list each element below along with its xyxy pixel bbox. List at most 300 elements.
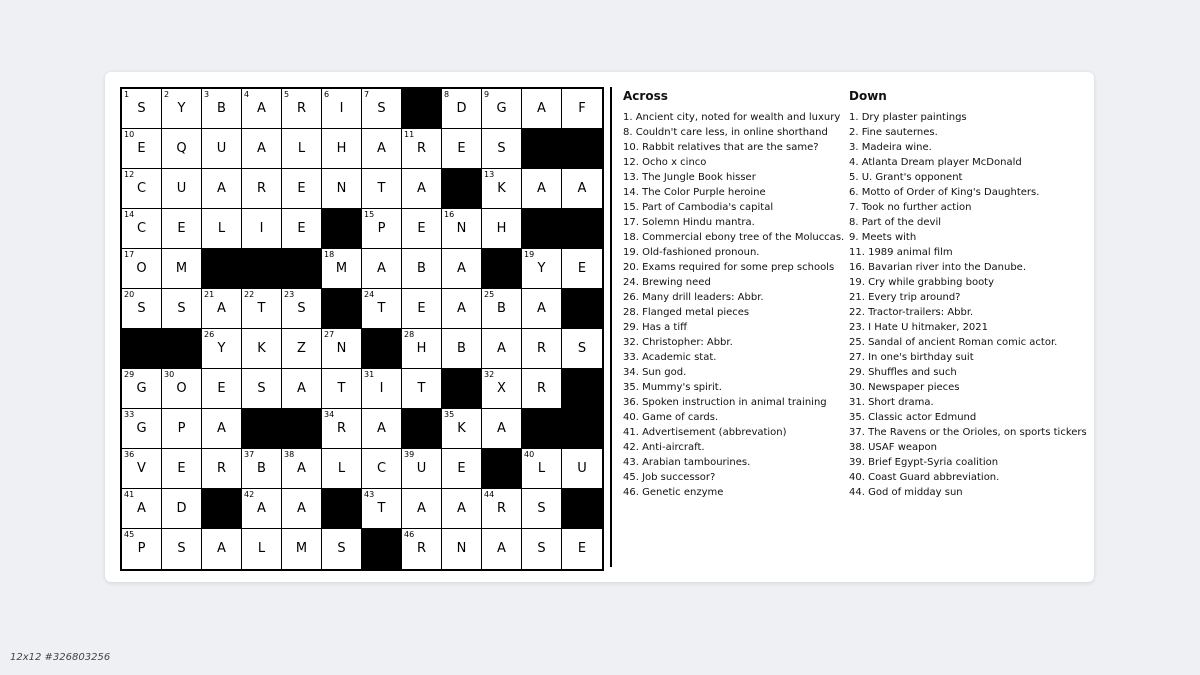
down-clue[interactable]: 44. God of midday sun [849,487,963,498]
across-clue[interactable]: 24. Brewing need [623,277,711,288]
grid-cell[interactable] [202,329,242,369]
block-cell [562,209,602,249]
clue-number: 15 [364,210,375,219]
grid-cell[interactable] [242,529,282,569]
cell-letter: A [217,181,226,196]
grid-cell[interactable] [162,289,202,329]
cell-letter: O [136,261,147,276]
down-clue[interactable]: 3. Madeira wine. [849,142,932,153]
down-clue-list [849,110,1089,500]
clue-number: 9 [484,90,490,99]
grid-cell[interactable] [322,409,362,449]
block-cell [522,129,562,169]
cell-letter: A [297,461,306,476]
grid-cell[interactable] [202,89,242,129]
block-cell [322,209,362,249]
grid-cell[interactable] [122,209,162,249]
grid-cell[interactable] [362,89,402,129]
grid-cell[interactable] [242,329,282,369]
across-clue[interactable]: 35. Mummy's spirit. [623,382,722,393]
grid-cell[interactable] [362,249,402,289]
grid-cell[interactable] [562,449,602,489]
puzzle-card [105,72,1094,582]
cell-letter: D [456,101,467,116]
across-clue[interactable]: 42. Anti-aircraft. [623,442,705,453]
grid-cell[interactable] [402,169,442,209]
across-clue[interactable]: 36. Spoken instruction in animal training [623,397,827,408]
down-clue[interactable]: 22. Tractor-trailers: Abbr. [849,307,974,318]
grid-cell[interactable] [362,289,402,329]
grid-cell[interactable] [242,169,282,209]
down-clue[interactable]: 5. U. Grant's opponent [849,172,963,183]
cell-letter: R [216,461,227,476]
cell-letter: A [457,501,466,516]
grid-cell[interactable] [122,529,162,569]
grid-cell[interactable] [162,169,202,209]
cell-letter: A [457,261,466,276]
grid-cell[interactable] [202,169,242,209]
across-clue[interactable]: 10. Rabbit relatives that are the same? [623,142,819,153]
block-cell [362,529,402,569]
grid-cell[interactable] [402,249,442,289]
clue-number: 16 [444,210,455,219]
down-clue[interactable]: 19. Cry while grabbing booty [849,277,995,288]
grid-cell[interactable] [442,89,482,129]
grid-cell[interactable] [522,89,562,129]
grid-cell[interactable] [202,289,242,329]
clue-number: 3 [204,90,210,99]
block-cell [362,329,402,369]
grid-cell[interactable] [482,369,522,409]
cell-letter: I [339,101,344,116]
clue-number: 31 [364,370,375,379]
cell-letter: E [457,461,466,476]
across-clue[interactable]: 20. Exams required for some prep schools [623,262,835,273]
down-clue[interactable]: 8. Part of the devil [849,217,942,228]
grid-cell[interactable] [522,369,562,409]
cell-letter: E [417,221,426,236]
down-clues-panel [849,88,1089,500]
grid-cell[interactable] [442,409,482,449]
grid-cell[interactable] [162,369,202,409]
cell-letter: S [537,541,546,556]
clue-number: 44 [484,490,495,499]
grid-cell[interactable] [242,289,282,329]
clue-number: 12 [124,170,135,179]
clue-number: 10 [124,130,135,139]
block-cell [242,249,282,289]
grid-cell[interactable] [362,409,402,449]
cell-letter: B [457,341,466,356]
block-cell [202,489,242,529]
grid-cell[interactable] [202,449,242,489]
clue-number: 1 [124,90,130,99]
cell-letter: T [417,381,426,396]
grid-cell[interactable] [522,449,562,489]
grid-cell[interactable] [522,169,562,209]
block-cell [482,249,522,289]
down-heading: Down [849,89,887,103]
down-clue[interactable]: 6. Motto of Order of King's Daughters. [849,187,1040,198]
clue-number: 28 [404,330,415,339]
grid-cell[interactable] [402,489,442,529]
cell-letter: B [257,461,266,476]
cell-letter: X [497,381,506,396]
grid-cell[interactable] [122,249,162,289]
clue-number: 25 [484,290,495,299]
grid-cell[interactable] [482,209,522,249]
cell-letter: G [136,421,147,436]
grid-cell[interactable] [522,489,562,529]
grid-cell[interactable] [122,489,162,529]
down-clue[interactable]: 4. Atlanta Dream player McDonald [849,157,1022,168]
grid-cell[interactable] [202,369,242,409]
cell-letter: S [257,381,266,396]
block-cell [322,289,362,329]
grid-cell[interactable] [242,489,282,529]
cell-letter: B [497,301,506,316]
across-clue[interactable]: 34. Sun god. [623,367,687,378]
down-clue[interactable]: 9. Meets with [849,232,917,243]
down-clue[interactable]: 23. I Hate U hitmaker, 2021 [849,322,989,333]
grid-cell[interactable] [202,129,242,169]
grid-cell[interactable] [322,449,362,489]
block-cell [202,249,242,289]
grid-cell[interactable] [282,209,322,249]
across-clue[interactable]: 17. Solemn Hindu mantra. [623,217,755,228]
cell-letter: C [136,181,147,196]
grid-cell[interactable] [202,209,242,249]
cell-letter: E [137,141,146,156]
grid-cell[interactable] [482,129,522,169]
cell-letter: R [256,181,267,196]
cell-letter: U [416,461,427,476]
cell-letter: E [457,141,466,156]
across-clue[interactable]: 26. Many drill leaders: Abbr. [623,292,764,303]
cell-letter: L [257,541,266,556]
down-clue[interactable]: 11. 1989 animal film [849,247,953,258]
cell-letter: P [137,541,146,556]
cell-letter: E [297,221,306,236]
cell-letter: A [497,421,506,436]
cell-letter: A [497,541,506,556]
cell-letter: R [536,341,547,356]
clue-number: 46 [404,530,415,539]
cell-letter: U [577,461,587,476]
block-cell [562,409,602,449]
grid-cell[interactable] [162,89,202,129]
clue-number: 41 [124,490,135,499]
across-clue[interactable]: 46. Genetic enzyme [623,487,724,498]
block-cell [122,329,162,369]
clue-number: 38 [284,450,295,459]
across-clue[interactable]: 33. Academic stat. [623,352,717,363]
down-clue[interactable]: 35. Classic actor Edmund [849,412,977,423]
clue-number: 37 [244,450,255,459]
grid-cell[interactable] [122,289,162,329]
grid-cell[interactable] [562,89,602,129]
block-cell [242,409,282,449]
grid-cell[interactable] [322,329,362,369]
grid-cell[interactable] [482,329,522,369]
grid-cell[interactable] [322,369,362,409]
grid-cell[interactable] [242,209,282,249]
grid-cell[interactable] [402,289,442,329]
grid-cell[interactable] [442,489,482,529]
clue-number: 26 [204,330,215,339]
cell-letter: T [377,301,386,316]
cell-letter: S [577,341,587,356]
grid-cell[interactable] [162,129,202,169]
cell-letter: A [217,541,226,556]
cell-letter: A [377,261,386,276]
grid-cell[interactable] [482,89,522,129]
down-clue[interactable]: 2. Fine sauternes. [849,127,938,138]
cell-letter: H [496,221,507,236]
across-clue[interactable]: 14. The Color Purple heroine [623,187,766,198]
grid-cell[interactable] [282,129,322,169]
grid-cell[interactable] [242,129,282,169]
down-clue[interactable]: 30. Newspaper pieces [849,382,960,393]
clue-number: 5 [284,90,290,99]
down-clue[interactable]: 29. Shuffles and such [849,367,957,378]
cell-letter: A [217,421,226,436]
clue-number: 24 [364,290,375,299]
across-clue[interactable]: 29. Has a tiff [623,322,688,333]
grid-cell[interactable] [322,89,362,129]
grid-cell[interactable] [322,529,362,569]
grid-cell[interactable] [362,449,402,489]
grid-cell[interactable] [362,169,402,209]
cell-letter: B [217,101,226,116]
grid-cell[interactable] [442,249,482,289]
grid-cell[interactable] [482,169,522,209]
grid-cell[interactable] [482,529,522,569]
grid-cell[interactable] [402,369,442,409]
grid-cell[interactable] [282,169,322,209]
cell-letter: I [379,381,384,396]
block-cell [322,489,362,529]
grid-cell[interactable] [122,409,162,449]
cell-letter: S [137,101,146,116]
down-clue[interactable]: 37. The Ravens or the Orioles, on sports tickers [849,427,1087,438]
grid-clue-divider [610,87,612,567]
grid-cell[interactable] [322,249,362,289]
down-clue[interactable]: 16. Bavarian river into the Danube. [849,262,1027,273]
across-clue[interactable]: 43. Arabian tambourines. [623,457,751,468]
clue-number: 22 [244,290,255,299]
grid-cell[interactable] [522,289,562,329]
down-clue[interactable]: 21. Every trip around? [849,292,961,303]
grid-cell[interactable] [282,89,322,129]
grid-cell[interactable] [162,529,202,569]
grid-cell[interactable] [242,369,282,409]
grid-cell[interactable] [442,129,482,169]
cell-letter: A [257,141,266,156]
clue-number: 17 [124,250,135,259]
clue-number: 4 [244,90,250,99]
clue-number: 20 [124,290,135,299]
grid-cell[interactable] [402,209,442,249]
cell-letter: U [216,141,227,156]
grid-cell[interactable] [122,169,162,209]
cell-letter: A [577,181,587,196]
grid-cell[interactable] [522,249,562,289]
grid-cell[interactable] [562,249,602,289]
cell-letter: A [537,301,546,316]
down-clue[interactable]: 25. Sandal of ancient Roman comic actor. [849,337,1058,348]
grid-cell[interactable] [202,409,242,449]
cell-letter: T [377,181,386,196]
across-clue[interactable]: 13. The Jungle Book hisser [623,172,756,183]
grid-cell[interactable] [362,489,402,529]
grid-cell[interactable] [482,489,522,529]
grid-cell[interactable] [482,289,522,329]
grid-cell[interactable] [562,169,602,209]
grid-cell[interactable] [562,529,602,569]
grid-cell[interactable] [322,129,362,169]
grid-cell[interactable] [122,449,162,489]
grid-cell[interactable] [442,329,482,369]
cell-letter: F [578,101,586,116]
grid-cell[interactable] [282,289,322,329]
grid-cell[interactable] [162,489,202,529]
across-clue[interactable]: 32. Christopher: Abbr. [623,337,733,348]
cell-letter: A [377,141,386,156]
cell-letter: A [377,421,386,436]
cell-letter: A [537,181,546,196]
grid-cell[interactable] [442,449,482,489]
grid-cell[interactable] [402,129,442,169]
grid-cell[interactable] [162,209,202,249]
down-clue[interactable]: 7. Took no further action [849,202,972,213]
grid-cell[interactable] [442,289,482,329]
cell-letter: S [497,141,506,156]
cell-letter: K [497,181,506,196]
grid-cell[interactable] [322,169,362,209]
down-clue[interactable]: 40. Coast Guard abbreviation. [849,472,1000,483]
cell-letter: A [417,501,426,516]
across-clue[interactable]: 41. Advertisement (abbrevation) [623,427,787,438]
across-clue[interactable]: 28. Flanged metal pieces [623,307,750,318]
grid-cell[interactable] [242,449,282,489]
cell-letter: V [137,461,146,476]
down-clue[interactable]: 38. USAF weapon [849,442,937,453]
block-cell [402,409,442,449]
grid-cell[interactable] [282,369,322,409]
cell-letter: E [177,221,186,236]
clue-number: 42 [244,490,255,499]
grid-cell[interactable] [162,449,202,489]
grid-cell[interactable] [162,249,202,289]
grid-cell[interactable] [282,449,322,489]
across-heading: Across [623,89,668,103]
grid-cell[interactable] [482,409,522,449]
cell-letter: S [137,301,146,316]
grid-cell[interactable] [122,369,162,409]
across-clue[interactable]: 1. Ancient city, noted for wealth and luxury [623,112,841,123]
grid-cell[interactable] [402,449,442,489]
cell-letter: C [136,221,147,236]
across-clue[interactable]: 18. Commercial ebony tree of the Moluccas. [623,232,845,243]
cell-letter: Y [217,341,226,356]
cell-letter: A [137,501,146,516]
grid-cell[interactable] [282,529,322,569]
clue-number: 8 [444,90,450,99]
grid-cell[interactable] [162,409,202,449]
down-clue[interactable]: 27. In one's birthday suit [849,352,974,363]
cell-letter: N [336,181,347,196]
clue-number: 13 [484,170,495,179]
grid-cell[interactable] [562,329,602,369]
cell-letter: P [377,221,386,236]
cell-letter: R [536,381,547,396]
across-clue[interactable]: 15. Part of Cambodia's capital [623,202,774,213]
across-clue[interactable]: 19. Old-fashioned pronoun. [623,247,760,258]
clue-number: 30 [164,370,175,379]
across-clue[interactable]: 12. Ocho x cinco [623,157,707,168]
cell-letter: N [336,341,347,356]
cell-letter: S [337,541,346,556]
block-cell [442,169,482,209]
clue-number: 6 [324,90,330,99]
block-cell [562,289,602,329]
grid-cell[interactable] [362,369,402,409]
down-clue[interactable]: 39. Brief Egypt-Syria coalition [849,457,999,468]
grid-cell[interactable] [402,529,442,569]
block-cell [442,369,482,409]
cell-letter: D [176,501,187,516]
grid-cell[interactable] [522,329,562,369]
across-clue[interactable]: 8. Couldn't care less, in online shorthand [623,127,828,138]
grid-cell[interactable] [442,529,482,569]
cell-letter: L [297,141,306,156]
cell-letter: E [417,301,426,316]
grid-cell[interactable] [402,329,442,369]
grid-cell[interactable] [122,129,162,169]
cell-letter: T [257,301,266,316]
down-clue[interactable]: 1. Dry plaster paintings [849,112,967,123]
cell-letter: E [177,461,186,476]
cell-letter: P [177,421,186,436]
grid-cell[interactable] [522,529,562,569]
clue-number: 18 [324,250,335,259]
grid-cell[interactable] [242,89,282,129]
cell-letter: A [497,341,506,356]
cell-letter: A [537,101,546,116]
across-clue[interactable]: 45. Job successor? [623,472,716,483]
grid-cell[interactable] [282,329,322,369]
grid-cell[interactable] [362,209,402,249]
grid-cell[interactable] [362,129,402,169]
cell-letter: M [175,261,188,276]
cell-letter: B [417,261,426,276]
cell-letter: M [295,541,308,556]
cell-letter: G [496,101,507,116]
clue-number: 14 [124,210,135,219]
grid-cell[interactable] [282,489,322,529]
down-clue[interactable]: 31. Short drama. [849,397,934,408]
across-clue[interactable]: 40. Game of cards. [623,412,719,423]
cell-letter: E [577,541,587,556]
cell-letter: G [136,381,147,396]
grid-cell[interactable] [442,209,482,249]
across-clue-list [623,110,843,500]
clue-number: 45 [124,530,135,539]
clue-number: 43 [364,490,375,499]
grid-cell[interactable] [202,529,242,569]
grid-cell[interactable] [122,89,162,129]
